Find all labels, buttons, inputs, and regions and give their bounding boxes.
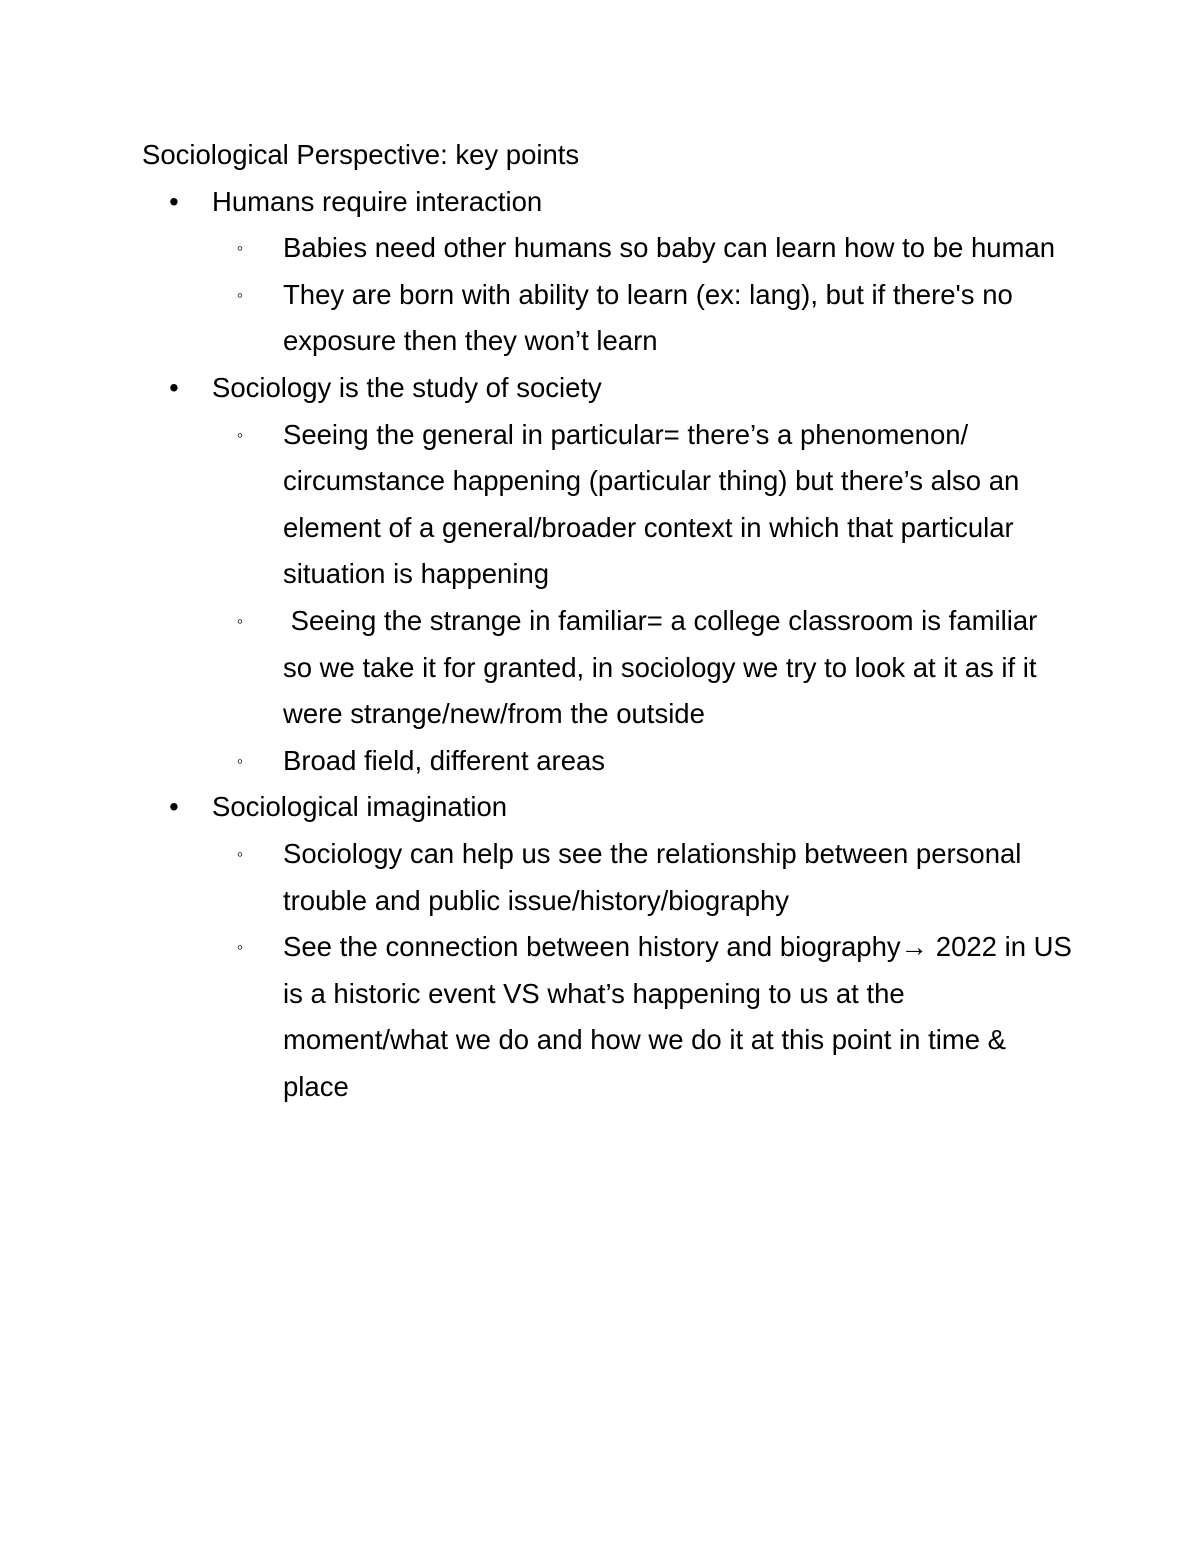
sub-bullet-icon: ◦ xyxy=(236,238,244,259)
sub-list-item xyxy=(142,412,1072,598)
sub-list-item xyxy=(142,831,1072,924)
list-item-text: Sociology is the study of society xyxy=(212,371,602,403)
sub-bullet-list xyxy=(212,412,1072,785)
sub-list-item xyxy=(142,225,1072,272)
sub-list-item-text: Seeing the general in particular= there’s a phenomenon/ circumstance happening (particular thing) but there’s also an element of a general/broader context in which that particular situation is happening xyxy=(283,418,1027,590)
sub-list-item-text: Broad field, different areas xyxy=(283,744,606,776)
document-body xyxy=(142,132,1080,1110)
sub-list-item-text: Sociology can help us see the relationship between personal trouble and public issue/history/biography xyxy=(283,837,1030,916)
sub-bullet-icon: ◦ xyxy=(236,937,244,958)
bullet-icon: • xyxy=(169,185,179,217)
bullet-icon: • xyxy=(169,371,179,403)
bullet-list xyxy=(142,179,1080,1111)
sub-bullet-list xyxy=(212,225,1072,365)
sub-list-item xyxy=(142,924,1080,1110)
sub-bullet-list xyxy=(212,831,1080,1111)
list-item-text: Humans require interaction xyxy=(212,185,543,217)
sub-list-item xyxy=(142,598,1072,738)
list-item-text: Sociological imagination xyxy=(212,791,508,823)
sub-bullet-icon: ◦ xyxy=(236,750,244,771)
page-title: Sociological Perspective: key points xyxy=(142,139,580,170)
sub-bullet-icon: ◦ xyxy=(236,843,244,864)
sub-list-item-text: Babies need other humans so baby can learn how to be human xyxy=(283,232,1056,264)
sub-list-item xyxy=(142,738,1072,785)
list-item xyxy=(142,784,1080,1110)
sub-list-item-text: Seeing the strange in familiar= a college classroom is familiar so we take it for granted, in sociology we try to look at it as if it were strange/new/from the outside xyxy=(283,604,1045,730)
sub-bullet-icon: ◦ xyxy=(236,424,244,445)
sub-list-item-text: See the connection between history and biography→ 2022 in US is a historic event VS what’s happening to us at the moment/what we do and how we do it at this point in time & place xyxy=(283,931,1080,1102)
bullet-icon: • xyxy=(169,791,179,823)
sub-bullet-icon: ◦ xyxy=(236,284,244,305)
sub-list-item-text: They are born with ability to learn (ex: lang), but if there's no exposure then they won’t learn xyxy=(283,278,1021,357)
sub-bullet-icon: ◦ xyxy=(236,610,244,631)
list-item xyxy=(142,179,1072,365)
list-item xyxy=(142,365,1072,784)
sub-list-item xyxy=(142,272,1072,365)
